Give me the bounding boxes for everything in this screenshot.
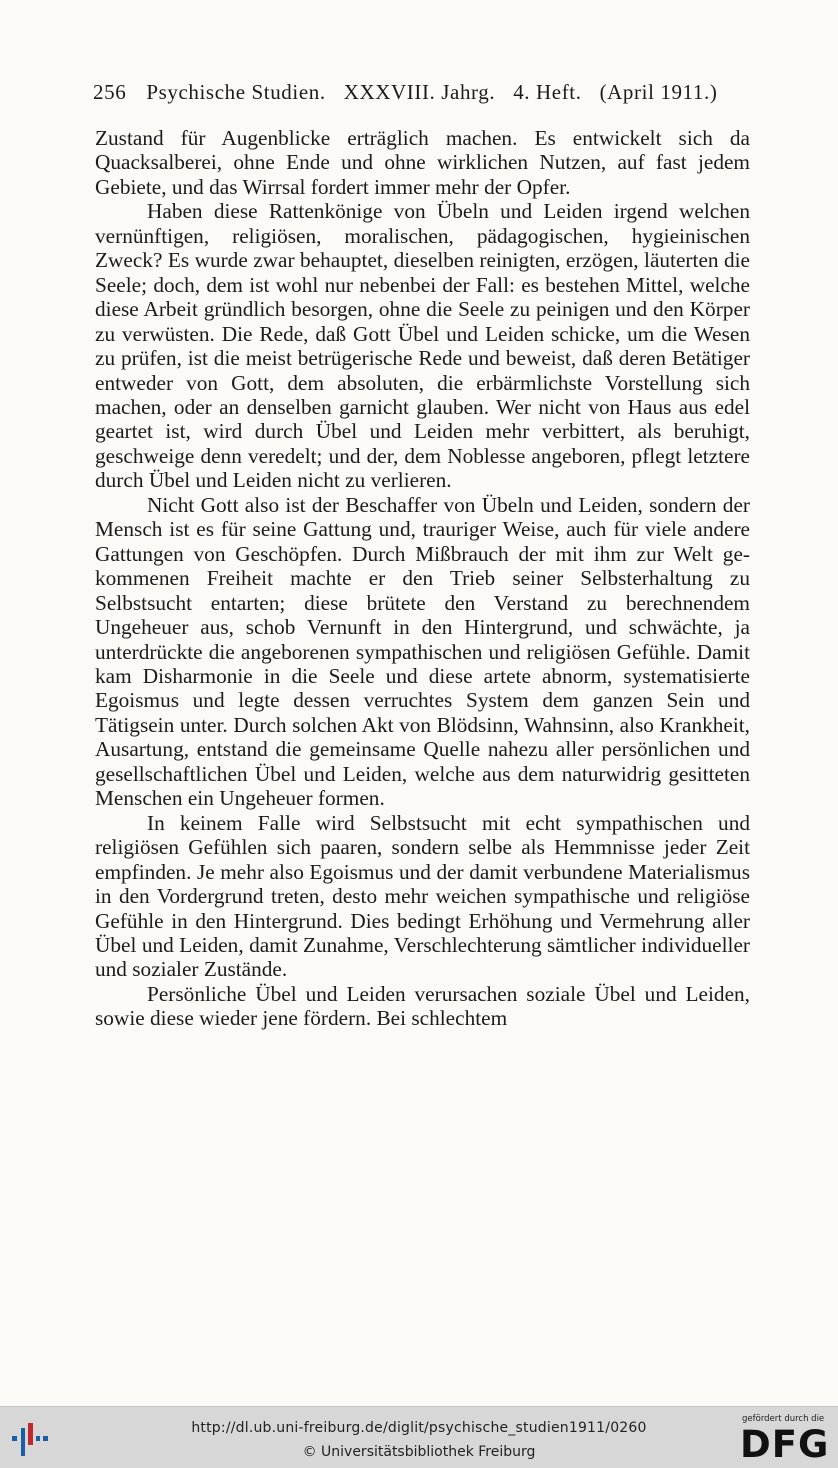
- dfg-funding-label: gefördert durch die: [742, 1414, 825, 1424]
- journal-title: Psychische Studien.: [146, 80, 326, 104]
- dfg-logo-text: DFG: [740, 1423, 830, 1466]
- permalink-url[interactable]: http://dl.ub.uni-freiburg.de/diglit/psychische_studien1911/0260: [191, 1420, 647, 1436]
- paragraph-5: Persönliche Übel und Leiden verursachen soziale Übel und Leiden, sowie diese wieder jene fördern. Bei schlechtem: [95, 981, 750, 1031]
- page-number: 256: [93, 80, 127, 104]
- paragraph-1: Zustand für Augenblicke erträglich machen. Es entwickelt sich da Quacksalberei, ohne Ende und ohne wirklichen Nutzen, auf fast jedem Gebiete, und das Wirrsal fordert immer mehr der Opfer.: [95, 126, 750, 199]
- volume-label: XXXVIII. Jahrg.: [343, 80, 496, 104]
- paragraph-3: Nicht Gott also ist der Beschaffer von Übeln und Leiden, sondern der Mensch ist es für seine Gattung und, trauriger Weise, auch für viele andere Gattungen von Geschöpfen. Durch Mißbrauch der mit ihm zur Welt gekommenen Freiheit machte er den Trieb seiner Selbsterhaltung zu Selbstsucht entarten; diese brütete den Verstand zu berechnendem Ungeheuer aus, schob Vernunft in den Hintergrund, und schwächte, ja unterdrückte die angeborenen sympathischen und religiösen Gefühle. Damit kam Disharmonie in die Seele und diese artete abnorm, systematisierte Egoismus und legte dessen verruchtes System dem ganzen Sein und Tätigsein unter. Durch solchen Akt von Blödsinn, Wahnsinn, also Krankheit, Ausartung, entstand die gemeinsame Quelle nahezu aller persönlichen und gesellschaftlichen Übel und Leiden, welche aus dem naturwidrig gesitteten Menschen ein Ungeheuer formen.: [95, 492, 750, 811]
- dfg-logo[interactable]: [738, 1414, 832, 1464]
- copyright-notice: © Universitätsbibliothek Freiburg: [302, 1444, 536, 1460]
- body-text: [95, 126, 750, 1031]
- paragraph-4: In keinem Falle wird Selbstsucht mit echt sympathischen und religiösen Gefühlen sich paaren, sondern selbe als Hemmnisse jeder Zeit empfinden. Je mehr also Egoismus und der damit verbundene Materialismus in den Vordergrund treten, desto mehr weichen sympathische und religiöse Gefühle in den Hintergrund. Dies bedingt Erhöhung und Vermehrung aller Übel und Leiden, damit Zunahme, Verschlechterung sämtlicher individueller und sozialer Zustände.: [95, 810, 750, 982]
- issue-label: 4. Heft.: [513, 80, 582, 104]
- issue-date: (April 1911.): [599, 80, 718, 104]
- viewer-footer: [0, 1406, 838, 1468]
- running-header: [93, 80, 753, 105]
- paragraph-2: Haben diese Rattenkönige von Übeln und Leiden irgend welchen vernünftigen, religiösen, moralischen, pädagogischen, hygieinischen Zweck? Es wurde zwar behauptet, dieselben reinigten, erzögen, läuterten die Seele; doch, dem ist wohl nur nebenbei der Fall: es bestehen Mittel, welche diese Arbeit gründlich besorgen, ohne die Seele zu peinigen und den Körper zu verwüsten. Die Rede, daß Gott Übel und Leiden schicke, um die Wesen zu prüfen, ist die meist betrügerische Rede und beweist, daß deren Betätiger entweder von Gott, dem absoluten, die erbärmlichste Vorstellung sich machen, oder an denselben garnicht glauben. Wer nicht von Haus aus edel geartet ist, wird durch Übel und Leiden mehr verbittert, als beruhigt, geschweige denn veredelt; und der, dem Noblesse angeboren, pflegt letztere durch Übel und Leiden nicht zu verlieren.: [95, 199, 750, 493]
